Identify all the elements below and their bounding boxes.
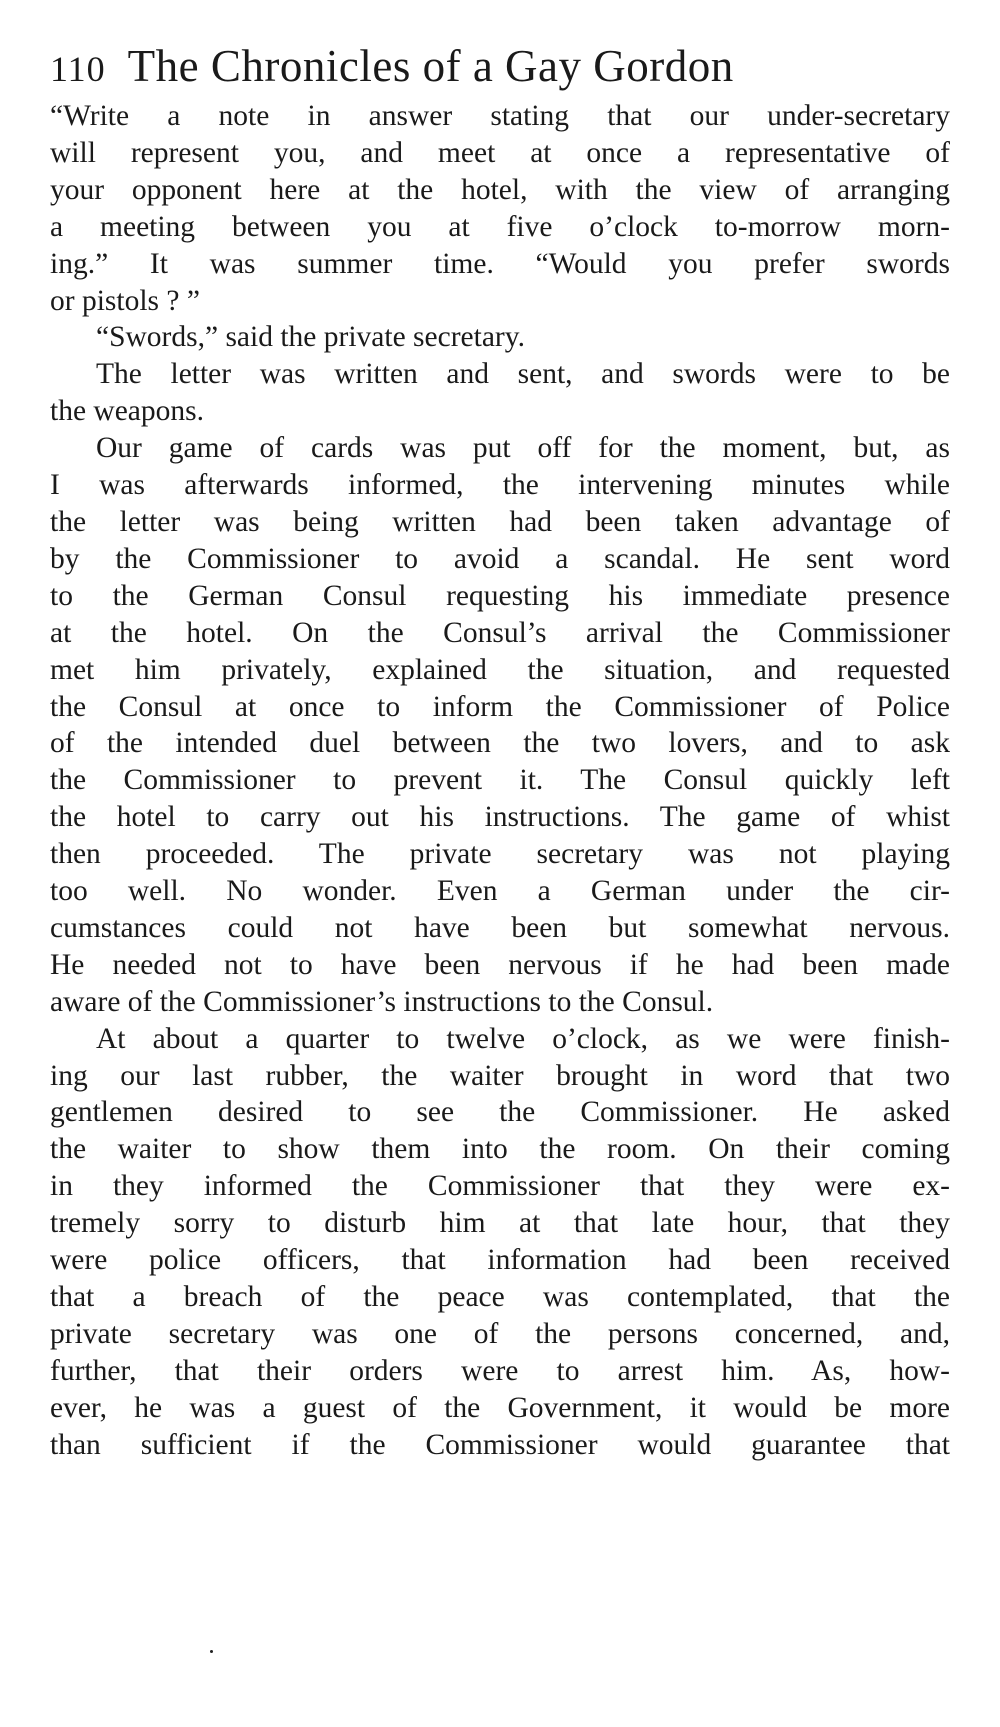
text-line: or pistols ? ” [50,284,200,317]
text-line: at the hotel. On the Consul’s arrival the Commissioner [50,616,950,649]
text-line: cumstances could not have been but somewhat nervous. [50,911,950,944]
text-line: Our game of cards was put off for the moment, but, as [96,432,950,465]
text-line: ing our last rubber, the waiter brought in word that two [50,1059,950,1092]
text-line: to the German Consul requesting his immediate presence [50,579,950,612]
text-line: He needed not to have been nervous if he had been made [50,948,950,981]
text-line: than sufficient if the Commissioner would guarantee that [50,1428,950,1461]
text-line: a meeting between you at five o’clock to-morrow morn- [50,210,950,243]
text-line: your opponent here at the hotel, with the view of arranging [50,173,950,206]
running-title: The Chronicles of a Gay Gordon [127,41,734,91]
text-line: At about a quarter to twelve o’clock, as we were finish- [96,1022,950,1055]
text-line: by the Commissioner to avoid a scandal. He sent word [50,542,950,575]
text-line: will represent you, and meet at once a representative of [50,136,950,169]
text-line: the Commissioner to prevent it. The Consul quickly left [50,764,950,797]
page-number: 110 [50,49,106,89]
text-line: of the intended duel between the two lovers, and to ask [50,727,950,760]
text-line: met him privately, explained the situation, and requested [50,653,950,686]
text-line: “Write a note in answer stating that our under-secretary [50,100,950,132]
text-line: then proceeded. The private secretary was not playing [50,838,950,871]
text-line: further, that their orders were to arrest him. As, how- [50,1354,950,1387]
book-page [50,40,950,1464]
text-line: too well. No wonder. Even a German under the cir- [50,875,950,908]
text-line: tremely sorry to disturb him at that late hour, that they [50,1207,950,1240]
text-line: in they informed the Commissioner that they were ex- [50,1170,950,1203]
text-line: the Consul at once to inform the Commissioner of Police [50,690,950,723]
body-text [50,98,950,1464]
text-line: ever, he was a guest of the Government, it would be more [50,1391,950,1424]
print-speck [210,1650,213,1653]
text-line: gentlemen desired to see the Commissioner. He asked [50,1096,950,1129]
text-line: were police officers, that information had been received [50,1244,950,1277]
text-line: I was afterwards informed, the intervening minutes while [50,469,950,502]
text-line: the letter was being written had been taken advantage of [50,505,950,538]
text-line: aware of the Commissioner’s instructions to the Consul. [50,985,714,1018]
text-line: private secretary was one of the persons concerned, and, [50,1317,950,1350]
text-line: ing.” It was summer time. “Would you prefer swords [50,247,950,280]
text-line: The letter was written and sent, and swords were to be [96,358,950,391]
text-line: the hotel to carry out his instructions. The game of whist [50,801,950,834]
text-line: the waiter to show them into the room. On their coming [50,1133,950,1166]
text-line: that a breach of the peace was contemplated, that the [50,1281,950,1313]
text-line: the weapons. [50,395,205,428]
page-header [50,40,950,92]
text-line: “Swords,” said the private secretary. [96,321,525,354]
